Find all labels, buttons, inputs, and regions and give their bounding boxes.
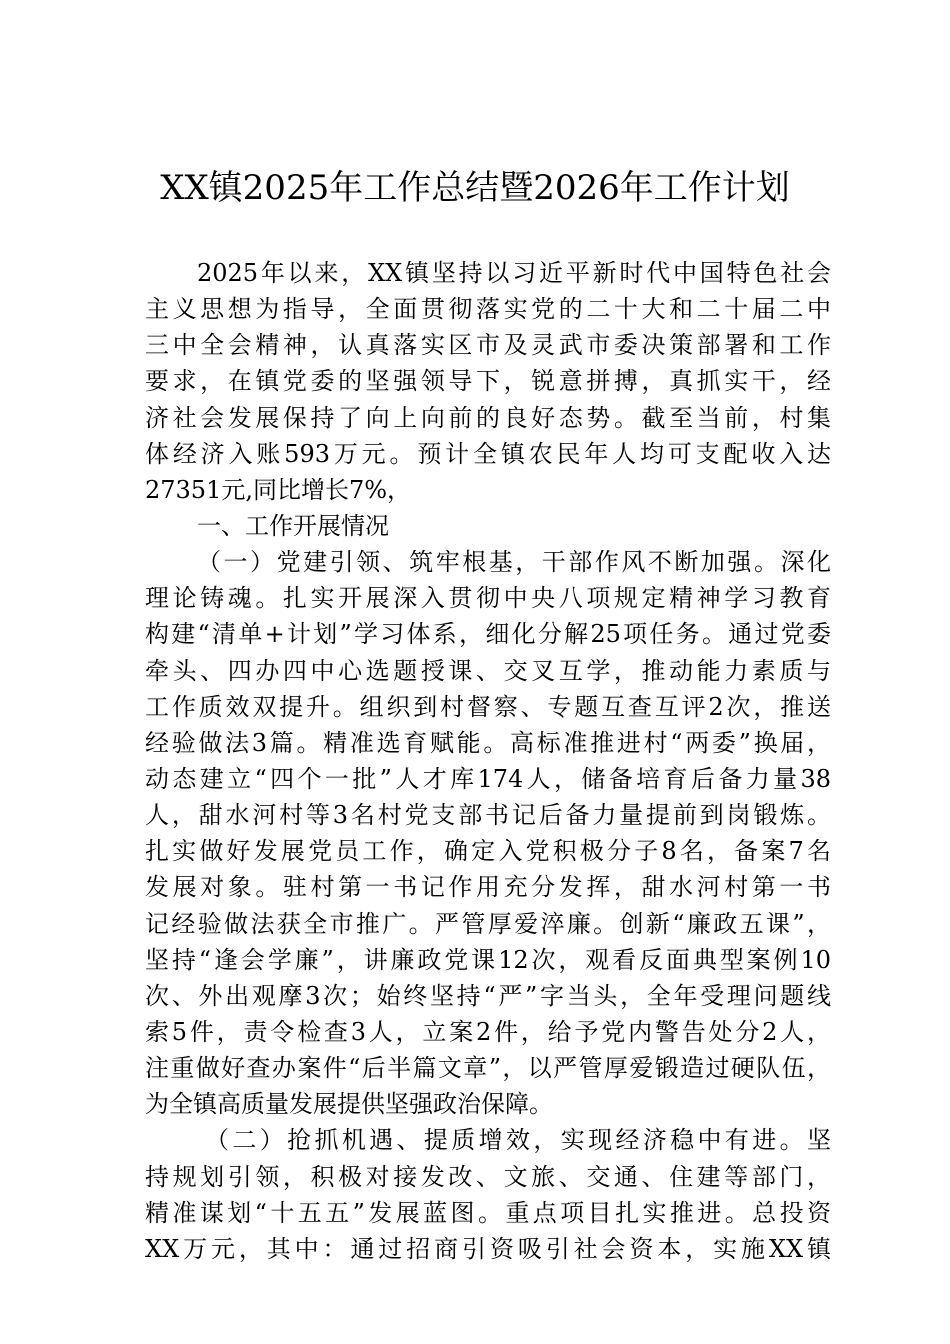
paragraph-line: 扎实做好发展党员工作，确定入党积极分子8名，备案7名 bbox=[145, 837, 831, 866]
paragraph-line: 牵头、四办四中心选题授课、交叉互学，推动能力素质与 bbox=[145, 656, 831, 685]
paragraph-line: 索5件，责令检查3人，立案2件，给予党内警告处分2人， bbox=[145, 1017, 831, 1046]
paragraph-line: 持规划引领，积极对接发改、文旅、交通、住建等部门， bbox=[145, 1162, 831, 1191]
paragraph-line: 济社会发展保持了向上向前的良好态势。截至当前，村集 bbox=[145, 403, 831, 432]
paragraph-line: 次、外出观摩3次；始终坚持“严”字当头，全年受理问题线 bbox=[145, 981, 831, 1010]
paragraph-line: 工作质效双提升。组织到村督察、专题互查互评2次，推送 bbox=[145, 692, 831, 721]
document-body bbox=[145, 255, 831, 1267]
paragraph-line: 2025年以来，XX镇坚持以习近平新时代中国特色社会 bbox=[197, 259, 831, 287]
paragraph-line: （一）党建引领、筑牢根基，干部作风不断加强。深化 bbox=[197, 548, 831, 577]
paragraph-line: 理论铸魂。扎实开展深入贯彻中央八项规定精神学习教育 bbox=[145, 584, 831, 613]
paragraph-line: 精准谋划“十五五”发展蓝图。重点项目扎实推进。总投资 bbox=[145, 1198, 831, 1227]
paragraph-line: 动态建立“四个一批”人才库174人，储备培育后备力量38 bbox=[145, 764, 831, 793]
paragraph-line: 注重做好查办案件“后半篇文章”，以严管厚爱锻造过硬队伍， bbox=[145, 1054, 831, 1083]
paragraph-line: XX万元，其中：通过招商引资吸引社会资本，实施XX镇 bbox=[145, 1234, 831, 1263]
paragraph-line: 记经验做法获全市推广。严管厚爱淬廉。创新“廉政五课”， bbox=[145, 909, 831, 938]
paragraph-line: 27351元,同比增长7%， bbox=[145, 475, 412, 504]
paragraph-line: （二）抢抓机遇、提质增效，实现经济稳中有进。坚 bbox=[205, 1126, 831, 1155]
section-heading: 一、工作开展情况 bbox=[197, 511, 389, 540]
document-title: XX镇2025年工作总结暨2026年工作计划 bbox=[160, 168, 790, 208]
paragraph-line: 构建“清单+计划”学习体系，细化分解25项任务。通过党委 bbox=[145, 620, 831, 649]
paragraph-line: 经验做法3篇。精准选育赋能。高标准推进村“两委”换届， bbox=[145, 728, 831, 757]
paragraph-line: 发展对象。驻村第一书记作用充分发挥，甜水河村第一书 bbox=[145, 873, 831, 902]
paragraph-line: 坚持“逢会学廉”，讲廉政党课12次，观看反面典型案例10 bbox=[145, 945, 831, 974]
paragraph-line: 人，甜水河村等3名村党支部书记后备力量提前到岗锻炼。 bbox=[145, 801, 831, 830]
paragraph-line: 要求，在镇党委的坚强领导下，锐意拼搏，真抓实干，经 bbox=[145, 367, 831, 396]
paragraph-line: 为全镇高质量发展提供坚强政治保障。 bbox=[145, 1090, 553, 1119]
paragraph-line: 体经济入账593万元。预计全镇农民年人均可支配收入达 bbox=[145, 439, 831, 468]
paragraph-line: 三中全会精神，认真落实区市及灵武市委决策部署和工作 bbox=[145, 331, 831, 360]
paragraph-line: 主义思想为指导，全面贯彻落实党的二十大和二十届二中 bbox=[145, 295, 831, 324]
